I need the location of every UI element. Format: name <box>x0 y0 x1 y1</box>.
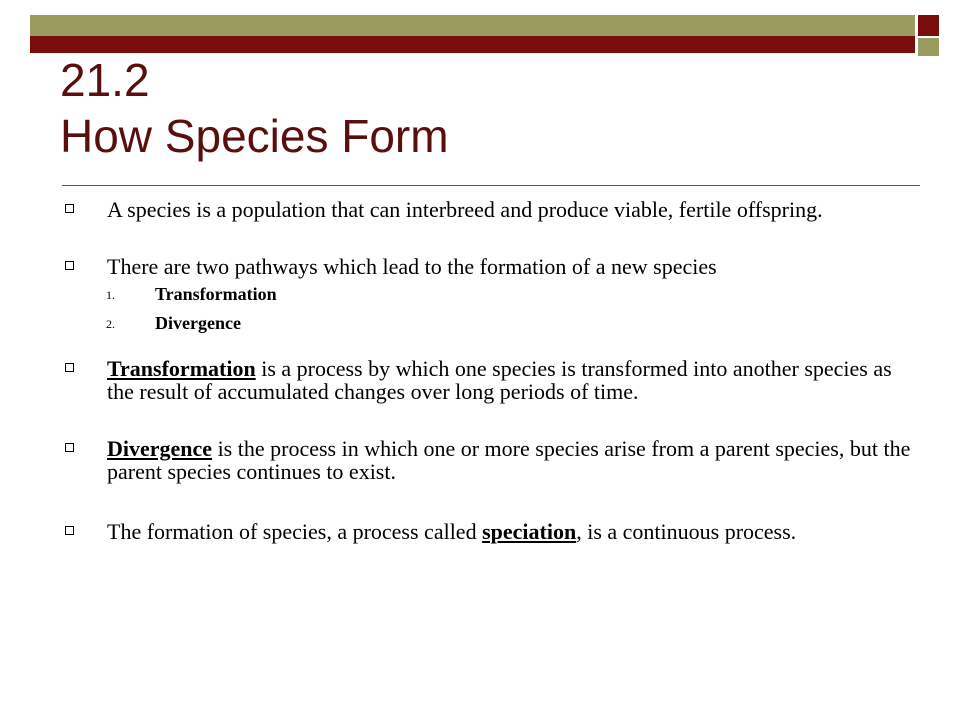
hollow-square-bullet-icon <box>65 526 74 535</box>
corner-square-maroon <box>918 15 939 36</box>
bullet-text: The formation of species, a process called <box>107 519 483 544</box>
bullet-transformation-definition <box>62 357 920 403</box>
pathway-number: 1. <box>106 288 115 302</box>
slide-body <box>62 193 920 543</box>
term-divergence: Divergence <box>107 436 213 461</box>
bullet-two-pathways <box>62 255 920 278</box>
term-speciation: speciation <box>482 519 577 544</box>
pathway-item-transformation <box>62 283 920 305</box>
top-bar-maroon <box>30 36 915 53</box>
bullet-text: is a process by which one species is transformed into another species as the result of accumulated changes over long periods of time. <box>107 356 892 404</box>
bullet-text: There are two pathways which lead to the formation of a new species <box>107 254 717 279</box>
hollow-square-bullet-icon <box>65 443 74 452</box>
pathway-label: Transformation <box>155 284 277 304</box>
pathway-item-divergence <box>62 312 920 334</box>
pathway-number: 2. <box>106 317 115 331</box>
hollow-square-bullet-icon <box>65 261 74 270</box>
slide-title-number: 21.2 <box>60 54 150 106</box>
bullet-divergence-definition <box>62 437 920 483</box>
bullet-text: A species is a population that can interbreed and produce viable, fertile offspring. <box>107 197 823 222</box>
hollow-square-bullet-icon <box>65 204 74 213</box>
top-bar-olive <box>30 15 915 36</box>
slide-title <box>60 52 449 164</box>
hollow-square-bullet-icon <box>65 363 74 372</box>
slide-title-text: How Species Form <box>60 110 449 162</box>
bullet-species-definition <box>62 198 920 221</box>
pathway-label: Divergence <box>155 313 241 333</box>
corner-square-olive <box>918 38 939 56</box>
bullet-text: , is a continuous process. <box>576 519 797 544</box>
term-transformation: Transformation <box>107 356 256 381</box>
bullet-text: is the process in which one or more species arise from a parent species, but the parent species continues to exist. <box>107 436 911 484</box>
bullet-speciation <box>62 520 920 543</box>
title-divider <box>62 185 920 186</box>
